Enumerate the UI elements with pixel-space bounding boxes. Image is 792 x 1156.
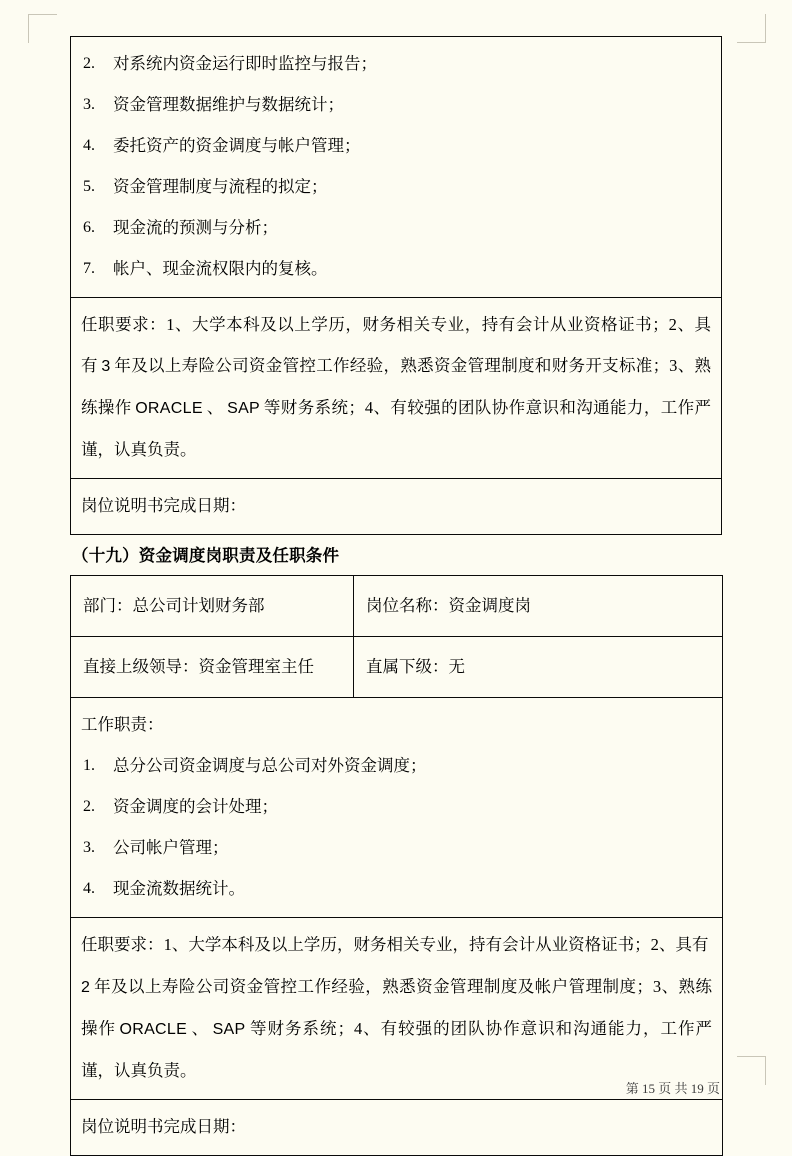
list-marker: 5.: [83, 178, 95, 195]
completion-date-label: 岗位说明书完成日期：: [81, 1117, 246, 1136]
table-row-requirements: [71, 298, 722, 479]
cjk-run: 任职要求：1、大学本科及以上学历，财务相关专业，持有会计从业资格证书；2、具有: [81, 935, 709, 954]
list-item: [81, 248, 711, 289]
direct-supervisor-value: 直接上级领导：资金管理室主任: [83, 657, 314, 676]
position-name-value: 岗位名称：资金调度岗: [366, 596, 531, 615]
table-cell-requirements: [71, 918, 723, 1100]
latin-run: ORACLE: [131, 400, 207, 417]
table-cell-position-name: [354, 576, 723, 637]
list-item-text: 资金调度的会计处理；: [113, 797, 278, 816]
list-item: [81, 827, 712, 868]
list-marker: 6.: [83, 219, 95, 236]
requirements-cell: [71, 918, 722, 1099]
duties-continued-cell: [71, 37, 721, 297]
list-item-text: 公司帐户管理；: [113, 838, 229, 857]
list-marker: 3.: [83, 839, 95, 856]
page-number-text: 第 15 页 共 19 页: [625, 1081, 720, 1096]
table-cell-subordinate: [354, 637, 723, 698]
table-row-completion-date: [71, 479, 722, 535]
job-description-table-previous: [70, 36, 722, 535]
cjk-run: 、: [206, 398, 224, 417]
list-marker: 1.: [83, 757, 95, 774]
latin-run: SAP: [223, 400, 264, 417]
completion-date-label: 岗位说明书完成日期：: [81, 496, 246, 515]
list-item: [81, 868, 712, 909]
table-cell-department: [71, 576, 354, 637]
list-item-text: 资金管理制度与流程的拟定；: [113, 177, 328, 196]
crop-mark-top-left: [28, 14, 57, 43]
department-value: 部门：总公司计划财务部: [83, 596, 265, 615]
table-cell-duties: [71, 698, 723, 918]
table-cell-direct-supervisor: [71, 637, 354, 698]
latin-run: 3: [97, 358, 115, 375]
list-item: [81, 207, 711, 248]
list-item: [81, 166, 711, 207]
job-description-table-current: [70, 575, 723, 1156]
duties-cell: [71, 698, 722, 917]
list-item-text: 委托资产的资金调度与帐户管理；: [113, 136, 361, 155]
list-marker: 4.: [83, 880, 95, 897]
table-row-duties: [71, 698, 723, 918]
latin-run: 2: [81, 937, 712, 996]
cjk-run: 等财务系统；4、有较强的团队协作意识和沟通能力，工作严谨，认真负责。: [81, 1019, 713, 1080]
page-footer: [0, 1078, 792, 1097]
list-item: [81, 786, 712, 827]
table-row-duties-continued: [71, 37, 722, 298]
requirements-cell: [71, 298, 721, 478]
cjk-run: 年及以上寿险公司资金管控工作经验，熟悉资金管理制度及帐户管理制度；3、熟练操作: [81, 977, 712, 1038]
list-item-text: 现金流的预测与分析；: [113, 218, 278, 237]
cjk-run: 任职要求：1、大学本科及以上学历，财务相关专业，持有会计从业资格证书；2、具有: [81, 315, 711, 375]
table-row-department: [71, 576, 723, 637]
list-item: [81, 745, 712, 786]
list-item-text: 现金流数据统计。: [113, 879, 245, 898]
section-heading: （十九）资金调度岗职责及任职条件: [72, 547, 340, 565]
completion-date-cell: [71, 1100, 722, 1155]
list-item: [81, 43, 711, 84]
cjk-run: 、: [190, 1019, 210, 1038]
list-item-text: 资金管理数据维护与数据统计；: [113, 95, 344, 114]
latin-run: ORACLE: [115, 1021, 191, 1038]
list-marker: 7.: [83, 260, 95, 277]
list-item: [81, 84, 711, 125]
requirements-paragraph: [81, 304, 711, 470]
cjk-run: 等财务系统；4、有较强的团队协作意识和沟通能力，工作严谨，认真负责。: [81, 398, 712, 459]
list-marker: 4.: [83, 137, 95, 154]
duties-continued-list: [81, 43, 711, 289]
list-item-text: 总分公司资金调度与总公司对外资金调度；: [113, 756, 427, 775]
subordinate-value: 直属下级：无: [366, 657, 465, 676]
crop-mark-top-right: [737, 14, 766, 43]
completion-date-cell: [71, 479, 721, 534]
list-item-text: 帐户、现金流权限内的复核。: [113, 259, 328, 278]
table-row-requirements: [71, 918, 723, 1100]
table-row-supervisor: [71, 637, 723, 698]
table-row-completion-date: [71, 1100, 723, 1156]
list-item-text: 对系统内资金运行即时监控与报告；: [113, 54, 377, 73]
list-marker: 2.: [83, 55, 95, 72]
duties-title: 工作职责：: [81, 715, 164, 734]
list-marker: 2.: [83, 798, 95, 815]
table-cell-completion-date: [71, 1100, 723, 1156]
requirements-paragraph: [81, 924, 712, 1091]
cjk-run: 年及以上寿险公司资金管控工作经验，熟悉资金管理制度和财务开支标准；3、熟练操作: [81, 356, 712, 417]
document-body: [70, 36, 722, 1156]
list-item: [81, 125, 711, 166]
list-marker: 3.: [83, 96, 95, 113]
latin-run: SAP: [209, 1021, 249, 1038]
duties-list: [81, 745, 712, 909]
